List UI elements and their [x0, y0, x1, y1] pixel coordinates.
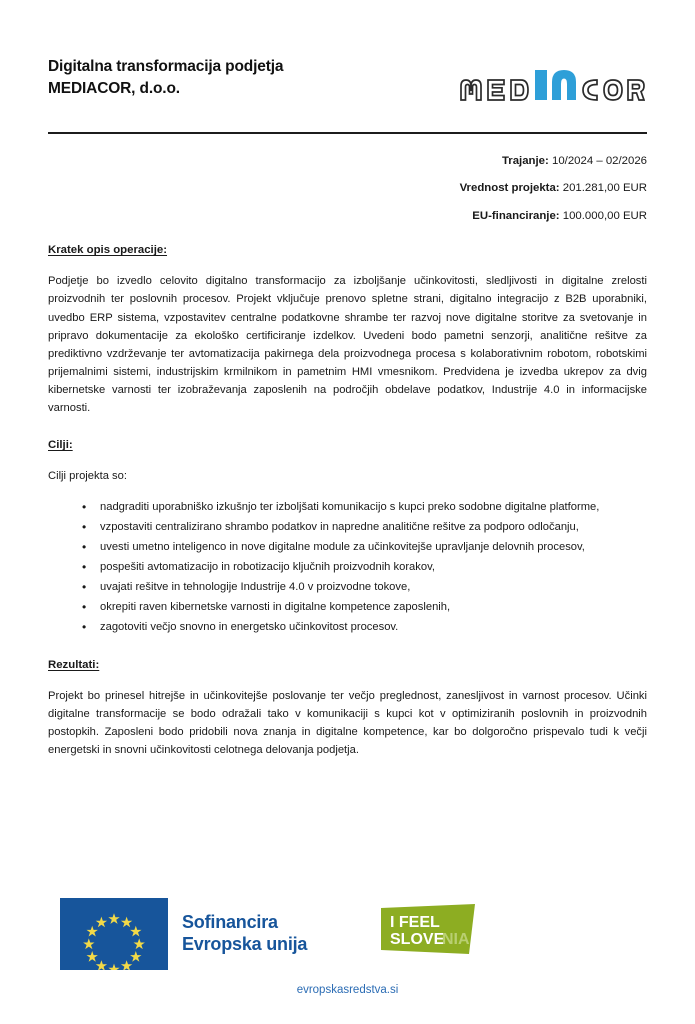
- eu-text-line-1: Sofinancira: [182, 912, 278, 933]
- eu-cofunding-text: [182, 912, 307, 956]
- mediacor-logo-svg: [457, 64, 645, 110]
- meta-value-eu-funding: 100.000,00 EUR: [562, 209, 647, 222]
- section-heading-goals: Cilji:: [48, 439, 73, 452]
- meta-row-eu-funding: [48, 211, 647, 222]
- list-item: • uvajati rešitve in tehnologije Industrije 4.0 v proizvodne tokove,: [100, 579, 647, 597]
- meta-value-project-value: 201.281,00 EUR: [562, 182, 647, 195]
- page-title-line-2: MEDIACOR, d.o.o.: [48, 80, 180, 98]
- document-footer: [48, 898, 647, 996]
- logo-letters-cor: [583, 80, 644, 100]
- meta-label-eu-funding: EU-financiranje:: [472, 209, 560, 222]
- meta-row-duration: [48, 156, 647, 167]
- project-meta: [48, 156, 647, 222]
- eu-flag-icon: [60, 898, 168, 970]
- section-description: [48, 244, 647, 417]
- meta-label-project-value: Vrednost projekta:: [459, 182, 560, 195]
- header-divider: [48, 132, 647, 134]
- section-results: [48, 659, 647, 760]
- list-item: • zagotoviti večjo snovno in energetsko učinkovitost procesov.: [100, 619, 647, 637]
- results-paragraph: Projekt bo prinesel hitrejše in učinkovitejše poslovanje ter večjo preglednost, zanesljivost in varnost procesov. Učinki digitalne transformacije se bodo odražali tako v komunikaciji s kupci kot v optimiziranih poslovnih in proizvodnih postopkih. Zaposleni bodo pridobili nova znanja in digitalne kompetence, kar bo dolgoročno prispevalo tudi k večji energetski in snovni učinkovitosti celotnega delovanja podjetja.: [48, 689, 647, 757]
- page-title-line-1: Digitalna transformacija podjetja: [48, 58, 284, 75]
- slovenia-logo-line-2-dim: NIA: [442, 931, 470, 948]
- footer-logo-row: [48, 898, 647, 970]
- section-goals: [48, 439, 647, 637]
- slovenia-logo-line-2-bright: SLOVE: [390, 931, 445, 948]
- meta-row-project-value: [48, 183, 647, 194]
- document-header: [48, 0, 647, 110]
- section-heading-results: Rezultati:: [48, 658, 100, 671]
- slovenia-logo-line-1: I FEEL: [390, 914, 441, 931]
- list-item: • uvesti umetno inteligenco in nove digitalne module za učinkovitejše upravljanje delovnih procesov,: [100, 539, 647, 557]
- footer-url[interactable]: evropskasredstva.si: [296, 984, 399, 996]
- eu-text-line-2: Evropska unija: [182, 934, 308, 954]
- page-title: [48, 56, 283, 101]
- i-feel-slovenia-logo: [379, 904, 497, 964]
- list-item: • okrepiti raven kibernetske varnosti in digitalne kompetence zaposlenih,: [100, 599, 647, 617]
- eu-cofunding-logo: [60, 898, 307, 970]
- mediacor-logo: [457, 58, 645, 110]
- list-item: • vzpostaviti centralizirano shrambo podatkov in napredne analitične rešitve za podporo odločanju,: [100, 519, 647, 537]
- section-heading-description: Kratek opis operacije:: [48, 244, 168, 257]
- logo-letters-med: [461, 80, 528, 100]
- goals-lead: Cilji projekta so:: [48, 470, 127, 483]
- list-item: • pospešiti avtomatizacijo in robotizacijo ključnih proizvodnih korakov,: [100, 559, 647, 577]
- meta-label-duration: Trajanje:: [501, 155, 549, 167]
- list-item: • nadgraditi uporabniško izkušnjo ter izboljšati komunikacijo s kupci preko sodobne digitalne platforme,: [100, 499, 647, 517]
- meta-value-duration: 10/2024 – 02/2026: [551, 155, 647, 167]
- description-paragraph: Podjetje bo izvedlo celovito digitalno transformacijo za izboljšanje učinkovitosti, sledljivosti in digitalne zrelosti proizvodnih ter poslovnih procesov. Projekt vključuje prenovo spletne strani, digitalno integracijo z B2B uporabniki, uvedbo ERP sistema, vzpostavitev centralne podatkovne shrambe ter razvoj nove digitalne storitve za svetovanje in pripravo dokumentacije za ekološko certificiranje izdelkov. Uvedeni bodo pametni senzorji, analitične rešitve za prediktivno vzdrževanje ter avtomatizacija pakirnega dela proizvodnega procesa s kolaborativnim robotom, robotskimi prijemalnimi sistemi, industrijskim krmilnikom in pametnim HMI vmesnikom. Predvidena je izvedba ukrepov za dvig kibernetske varnosti ter izobraževanja zaposlenih na področjih obdelave podatkov, Industrije 4.0 in informacijske varnosti.: [48, 275, 647, 415]
- i-feel-slovenia-logo-svg: [379, 904, 497, 960]
- logo-letters-ia: [535, 70, 576, 100]
- goals-list: [48, 499, 647, 636]
